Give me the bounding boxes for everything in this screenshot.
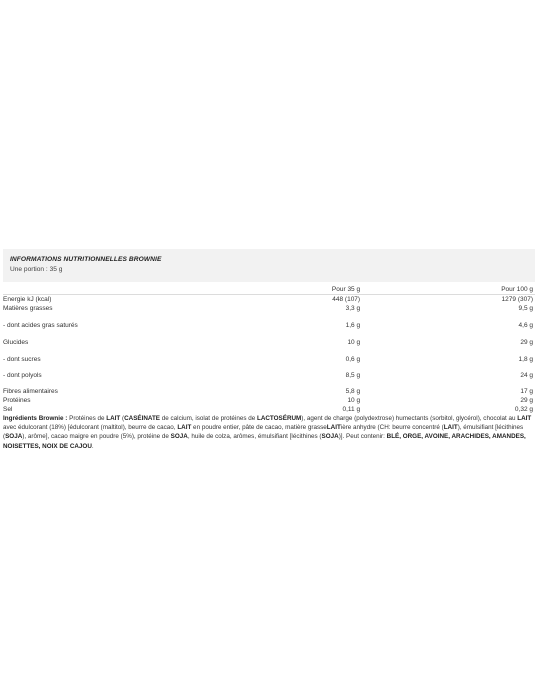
column-header-per-100g: Pour 100 g [362, 285, 535, 295]
value-per-100g: 4,6 g [518, 322, 533, 329]
allergen-milk: LAIT [517, 415, 532, 422]
allergen-milk: LAIT [106, 415, 121, 422]
ingredients-segment: ), arôme], cacao maigre en poudre (5%), protéine de [22, 433, 171, 441]
value-per-35g: 5,8 g [345, 388, 361, 395]
value-per-100g: 1,8 g [518, 356, 533, 363]
value-per-35g: 0,11 g [342, 406, 361, 413]
value-per-35g: 8,5 g [345, 372, 361, 379]
table-row [3, 387, 535, 396]
allergen-soy: SOJA [321, 433, 339, 441]
row-label: Energie kJ (kcal) [3, 296, 52, 303]
allergen-caseinate: CASÉINATE [124, 415, 161, 422]
ingredients-segment: Protéines de [67, 415, 107, 422]
portion-size: Une portion : 35 g [10, 266, 63, 273]
row-label: Fibres alimentaires [3, 388, 58, 395]
allergen-milk: LAIT [326, 424, 341, 432]
ingredients-segment: , huile de colza, arômes, émulsifiant [lécithines ( [187, 433, 322, 441]
nutrition-table [3, 285, 535, 414]
allergen-whey: LACTOSÉRUM [256, 415, 302, 422]
ingredients-segment: de calcium, isolat de protéines de [160, 415, 257, 422]
table-row [3, 337, 535, 355]
row-label: Matières grasses [3, 305, 53, 312]
value-per-100g: 29 g [520, 339, 533, 346]
table-row [3, 304, 535, 320]
ingredients-heading: Ingrédients Brownie : [3, 415, 68, 422]
value-per-35g: 1,6 g [345, 322, 361, 329]
row-label: Glucides [3, 339, 29, 346]
value-per-100g: 17 g [520, 388, 533, 395]
row-label: Protéines [3, 397, 31, 404]
nutrition-panel [3, 249, 535, 451]
allergen-soy: SOJA [5, 433, 23, 441]
ingredients-segment: ière anhydre (CH: beurre concentré ( [340, 424, 444, 432]
value-per-35g: 448 (107) [332, 296, 361, 303]
value-per-100g: 9,5 g [518, 305, 533, 312]
value-per-100g: 1279 (307) [501, 296, 533, 303]
column-header-per-35g: Pour 35 g [216, 285, 362, 295]
ingredients-text [3, 414, 535, 451]
value-per-35g: 3,3 g [345, 305, 361, 312]
row-label: - dont sucres [3, 356, 41, 363]
allergen-traces-list: BLÉ, ORGE, AVOINE, ARACHIDES, AMANDES, NOISETTES, NOIX DE CAJOU [3, 433, 526, 450]
value-per-35g: 10 g [347, 397, 361, 404]
allergen-soy: SOJA [170, 433, 188, 441]
nutrition-title: INFORMATIONS NUTRITIONNELLES BROWNIE [10, 256, 162, 263]
column-header-label [3, 285, 216, 295]
table-row [3, 396, 535, 405]
table-row [3, 295, 535, 305]
allergen-milk: LAIT [443, 424, 458, 432]
row-label: Sel [3, 406, 13, 413]
ingredients-segment: avec édulcorant (18%) [édulcorant (maltitol), beurre de cacao, [3, 424, 178, 432]
value-per-100g: 29 g [520, 397, 533, 404]
ingredients-segment: ), agent de charge (polydextrose) humectants (sorbitol, glycérol), chocolat au [301, 415, 518, 422]
ingredients-segment: ), émulsifiant [lécithines ( [3, 424, 524, 441]
ingredients-segment: . [91, 442, 94, 450]
table-row [3, 320, 535, 337]
ingredients-segment: ( [120, 415, 125, 422]
table-row [3, 371, 535, 387]
value-per-35g: 10 g [347, 339, 361, 346]
value-per-100g: 24 g [520, 372, 533, 379]
nutrition-header [3, 249, 535, 282]
row-label: - dont acides gras saturés [3, 322, 78, 329]
ingredients-segment: en poudre entier, pâte de cacao, matière grasse [191, 424, 327, 432]
ingredients-segment: )]. Peut contenir: [338, 433, 387, 441]
row-label: - dont polyols [3, 372, 42, 379]
value-per-35g: 0,6 g [345, 356, 361, 363]
table-row [3, 405, 535, 414]
value-per-100g: 0,32 g [514, 406, 533, 413]
table-header-row [3, 285, 535, 295]
allergen-milk: LAIT [177, 424, 192, 432]
table-row [3, 355, 535, 371]
